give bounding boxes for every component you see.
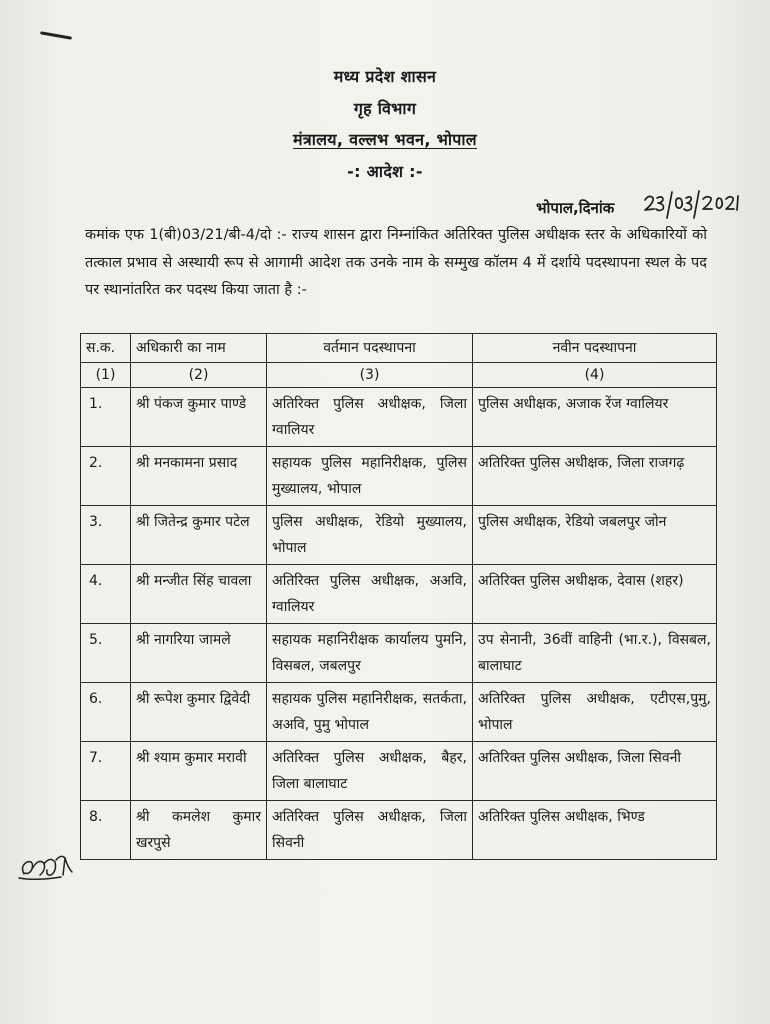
cell-new-posting: पुलिस अधीक्षक, रेडियो जबलपुर जोन — [473, 506, 717, 565]
cell-officer-name: श्री रूपेश कुमार द्विवेदी — [131, 683, 267, 742]
table-row — [81, 447, 717, 506]
cell-officer-name: श्री मनकामना प्रसाद — [131, 447, 267, 506]
cell-serial: 7. — [81, 742, 131, 801]
table-row — [81, 742, 717, 801]
handwritten-date — [642, 188, 742, 222]
cell-current-posting: अतिरिक्त पुलिस अधीक्षक, बैहर, जिला बालाघाट — [267, 742, 473, 801]
cell-serial: 1. — [81, 388, 131, 447]
cell-current-posting: पुलिस अधीक्षक, रेडियो मुख्यालय, भोपाल — [267, 506, 473, 565]
government-title: मध्य प्रदेश शासन — [333, 67, 437, 86]
cell-officer-name: श्री मन्जीत सिंह चावला — [131, 565, 267, 624]
cell-current-posting: अतिरिक्त पुलिस अधीक्षक, जिला ग्वालियर — [267, 388, 473, 447]
column-number: (3) — [267, 363, 473, 388]
table-row — [81, 388, 717, 447]
header-current-posting: वर्तमान पदस्थापना — [267, 334, 473, 363]
table-row — [81, 801, 717, 860]
cell-new-posting: पुलिस अधीक्षक, अजाक रेंज ग्वालियर — [473, 388, 717, 447]
cell-serial: 4. — [81, 565, 131, 624]
column-number: (2) — [131, 363, 267, 388]
cell-new-posting: अतिरिक्त पुलिस अधीक्षक, एटीएस,पुमु, भोपाल — [473, 683, 717, 742]
date-label: भोपाल,दिनांक — [536, 199, 615, 217]
order-paragraph: कमांक एफ 1(बी)03/21/बी-4/दो :- राज्य शासन द्वारा निम्नांकित अतिरिक्त पुलिस अधीक्षक स्तर के अधिकारियों को तत्काल प्रभाव से अस्थायी रूप से आगामी आदेश तक उनके नाम के सम्मुख कॉलम 4 में दर्शाये पदस्थापना स्थल के पद पर स्थानांतरित कर पदस्थ किया जाता है :- — [85, 227, 707, 298]
transfer-table — [80, 333, 716, 860]
signature-initials — [16, 848, 78, 886]
cell-new-posting: अतिरिक्त पुलिस अधीक्षक, जिला सिवनी — [473, 742, 717, 801]
header-officer-name: अधिकारी का नाम — [131, 334, 267, 363]
cell-officer-name: श्री कमलेश कुमार खरपुसे — [131, 801, 267, 860]
cell-current-posting: अतिरिक्त पुलिस अधीक्षक, अअवि, ग्वालियर — [267, 565, 473, 624]
date-line — [530, 190, 750, 222]
order-heading: -: आदेश :- — [347, 162, 423, 181]
cell-new-posting: अतिरिक्त पुलिस अधीक्षक, देवास (शहर) — [473, 565, 717, 624]
office-address-text: मंत्रालय, वल्लभ भवन, भोपाल — [293, 130, 477, 149]
cell-serial: 3. — [81, 506, 131, 565]
cell-serial: 5. — [81, 624, 131, 683]
office-address — [0, 128, 770, 150]
cell-current-posting: अतिरिक्त पुलिस अधीक्षक, जिला सिवनी — [267, 801, 473, 860]
table-row — [81, 506, 717, 565]
cell-serial: 2. — [81, 447, 131, 506]
cell-serial: 8. — [81, 801, 131, 860]
cell-new-posting: अतिरिक्त पुलिस अधीक्षक, जिला राजगढ़ — [473, 447, 717, 506]
cell-officer-name: श्री श्याम कुमार मरावी — [131, 742, 267, 801]
cell-new-posting: उप सेनानी, 36वीं वाहिनी (भा.र.), विसबल, बालाघाट — [473, 624, 717, 683]
column-number-row — [81, 363, 717, 388]
table-row — [81, 565, 717, 624]
table-header-row — [81, 334, 717, 363]
cell-officer-name: श्री जितेन्द्र कुमार पटेल — [131, 506, 267, 565]
header-new-posting: नवीन पदस्थापना — [473, 334, 717, 363]
column-number: (4) — [473, 363, 717, 388]
header-serial: स.क. — [81, 334, 131, 363]
department-title: गृह विभाग — [353, 99, 417, 118]
column-number: (1) — [81, 363, 131, 388]
cell-current-posting: सहायक पुलिस महानिरीक्षक, सतर्कता, अअवि, पुमु भोपाल — [267, 683, 473, 742]
cell-officer-name: श्री पंकज कुमार पाण्डे — [131, 388, 267, 447]
cell-current-posting: सहायक महानिरीक्षक कार्यालय पुमनि, विसबल, जबलपुर — [267, 624, 473, 683]
table-row — [81, 624, 717, 683]
cell-new-posting: अतिरिक्त पुलिस अधीक्षक, भिण्ड — [473, 801, 717, 860]
pen-mark — [40, 31, 72, 40]
cell-serial: 6. — [81, 683, 131, 742]
cell-officer-name: श्री नागरिया जामले — [131, 624, 267, 683]
cell-current-posting: सहायक पुलिस महानिरीक्षक, पुलिस मुख्यालय, भोपाल — [267, 447, 473, 506]
table-row — [81, 683, 717, 742]
